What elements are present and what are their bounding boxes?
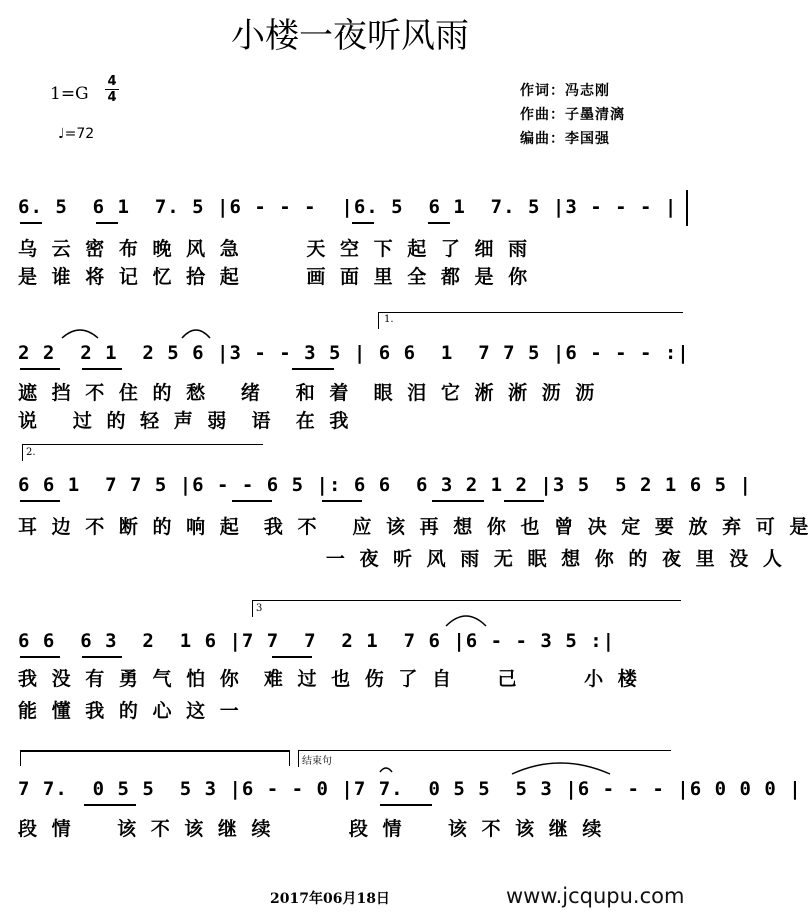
publish-date: 2017年06月18日 xyxy=(270,891,390,907)
key-signature: 1=G xyxy=(50,84,89,104)
lyric-row-1-verse-2: 是 谁 将 记 忆 拾 起 画 面 里 全 都 是 你 xyxy=(18,266,532,288)
volta-label-1: 1. xyxy=(384,314,394,325)
slur-mark xyxy=(62,330,98,338)
notation-row-1: 6. 5 6 1 7. 5 |6 - - - |6. 5 6 1 7. 5 |3 - - - | xyxy=(18,196,678,218)
lyric-row-3-verse-1: 耳 边 不 断 的 响 起 我 不 应 该 再 想 你 也 曾 决 定 要 放 弃 可 是 xyxy=(18,516,812,538)
notation-row-2: 2 2 2 1 2 5 6 |3 - - 3 5 | 6 6 1 7 7 5 |6 - - - :| xyxy=(18,342,690,364)
tempo-marking: ♩=72 xyxy=(58,126,95,142)
lyric-row-2-verse-1: 遮 挡 不 住 的 愁 绪 和 着 眼 泪 它 淅 淅 沥 沥 xyxy=(18,382,599,404)
volta-label-2: 2. xyxy=(26,447,36,458)
notation-row-4: 6 6 6 3 2 1 6 |7 7 7 2 1 7 6 |6 - - 3 5 :| xyxy=(18,630,616,652)
lyricist-credit: 作词：冯志刚 xyxy=(520,83,610,99)
lyric-row-1-verse-1: 乌 云 密 布 晚 风 急 天 空 下 起 了 细 雨 xyxy=(18,238,532,260)
lyric-row-4-verse-1: 我 没 有 勇 气 怕 你 难 过 也 伤 了 自 己 小 楼 xyxy=(18,668,641,690)
lyric-row-5: 段 情 该 不 该 继 续 段 情 该 不 该 继 续 xyxy=(18,818,606,840)
volta-label-3: 3 xyxy=(256,603,263,614)
tie-mark xyxy=(512,763,610,774)
composer-credit: 作曲：子墨清漓 xyxy=(520,107,625,123)
fermata-icon xyxy=(380,768,392,772)
lyric-row-4-verse-2: 能 懂 我 的 心 这 一 xyxy=(18,700,243,722)
time-signature-bottom: 4 xyxy=(107,90,117,105)
arranger-credit: 编曲：李国强 xyxy=(520,131,610,147)
song-title: 小楼一夜听风雨 xyxy=(231,16,469,56)
ending-label: 结束句 xyxy=(302,756,332,767)
notation-row-3: 6 6 1 7 7 5 |6 - - 6 5 |: 6 6 6 3 2 1 2 |3 5 5 2 1 6 5 | xyxy=(18,474,752,496)
site-watermark: www.jcqupu.com xyxy=(506,884,685,908)
time-signature-top: 4 xyxy=(107,74,117,89)
slur-mark xyxy=(182,330,210,338)
notation-row-5: 7 7. 0 5 5 5 3 |6 - - 0 |7 7. 0 5 5 5 3 |6 - - - |6 0 0 0 | xyxy=(18,778,802,800)
lyric-row-3-verse-2: 一 夜 听 风 雨 无 眠 想 你 的 夜 里 没 人 xyxy=(18,548,786,570)
slur-mark xyxy=(446,616,486,626)
lyric-row-2-verse-2: 说 过 的 轻 声 弱 语 在 我 xyxy=(18,410,353,432)
